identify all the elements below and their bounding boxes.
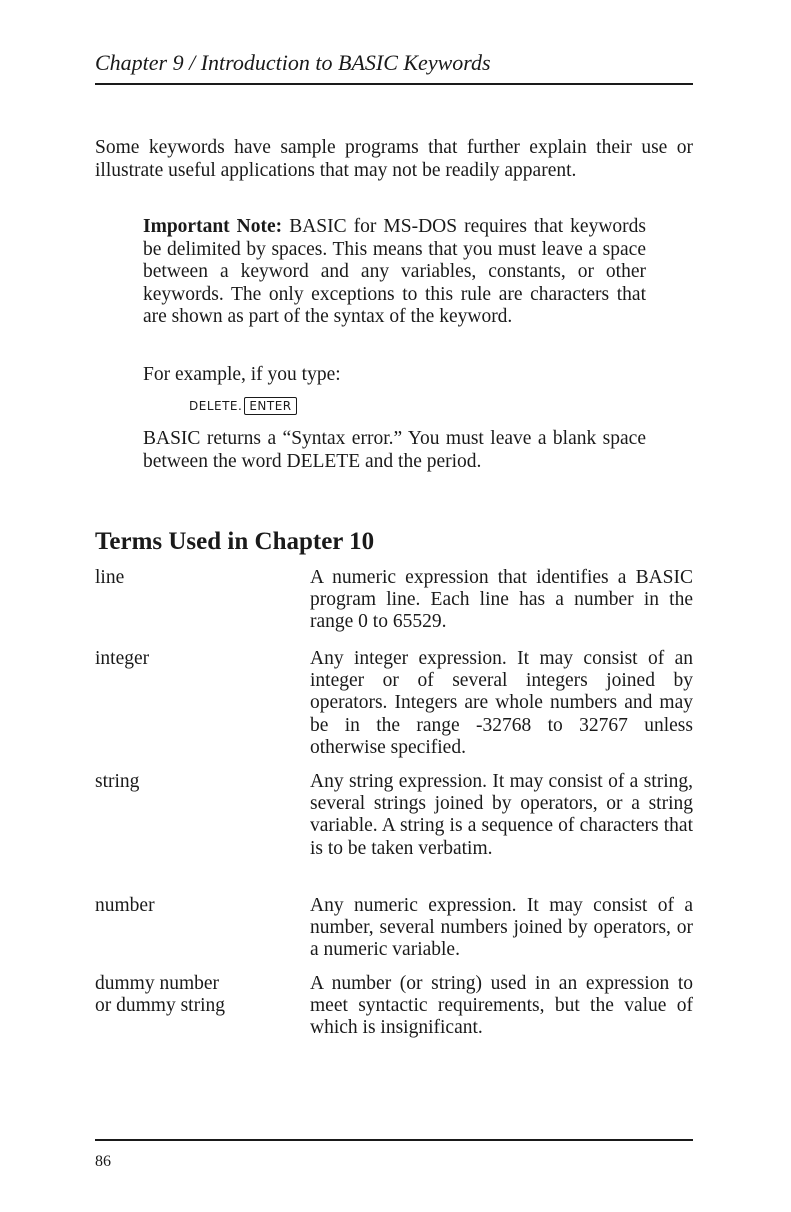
definition-number: Any numeric expression. It may consist of a number, several numbers joined by operators, or a numeric variable. bbox=[310, 895, 693, 961]
section-heading: Terms Used in Chapter 10 bbox=[95, 528, 375, 555]
important-note-text: BASIC for MS-DOS requires that keywords be delimited by spaces. This means that you must leave a space between a keyword and any variables, constants, or other keywords. The only exceptions to this rule are characters that are shown as part of the syntax of the keyword. bbox=[143, 216, 647, 327]
term-dummy bbox=[95, 973, 225, 1017]
enter-key-icon: ENTER bbox=[244, 397, 296, 415]
term-string: string bbox=[95, 771, 140, 792]
term-integer: integer bbox=[95, 648, 150, 669]
term-dummy-number: dummy number bbox=[95, 973, 220, 994]
footer-rule bbox=[95, 1139, 693, 1141]
definition-string: Any string expression. It may consist of a string, several strings joined by operators, or a string variable. A string is a sequence of characters that is to be taken verbatim. bbox=[310, 771, 693, 859]
example-lead-text: For example, if you type: bbox=[143, 364, 341, 385]
intro-paragraph: Some keywords have sample programs that further explain their use or illustrate useful applications that may not be readily apparent. bbox=[95, 137, 693, 181]
running-head: Chapter 9 / Introduction to BASIC Keywords bbox=[95, 50, 491, 75]
code-text: DELETE. bbox=[189, 399, 243, 413]
page-number: 86 bbox=[95, 1153, 111, 1170]
term-line: line bbox=[95, 567, 125, 588]
header-rule bbox=[95, 83, 693, 85]
term-number: number bbox=[95, 895, 155, 916]
definition-line: A numeric expression that identifies a BASIC program line. Each line has a number in the range 0 to 65529. bbox=[310, 567, 693, 633]
term-dummy-string: or dummy string bbox=[95, 995, 225, 1016]
definition-dummy: A number (or string) used in an expression to meet syntactic requirements, but the value of which is insignificant. bbox=[310, 973, 693, 1039]
definition-integer: Any integer expression. It may consist of an integer or of several integers joined by operators. Integers are whole numbers and may be in the range -32768 to 32767 unless otherwise specified. bbox=[310, 648, 693, 758]
code-example bbox=[189, 397, 297, 415]
important-note-paragraph bbox=[143, 216, 646, 329]
syntax-error-paragraph: BASIC returns a “Syntax error.” You must leave a blank space between the word DELETE and the period. bbox=[143, 428, 646, 472]
important-note-label: Important Note: bbox=[143, 216, 283, 237]
